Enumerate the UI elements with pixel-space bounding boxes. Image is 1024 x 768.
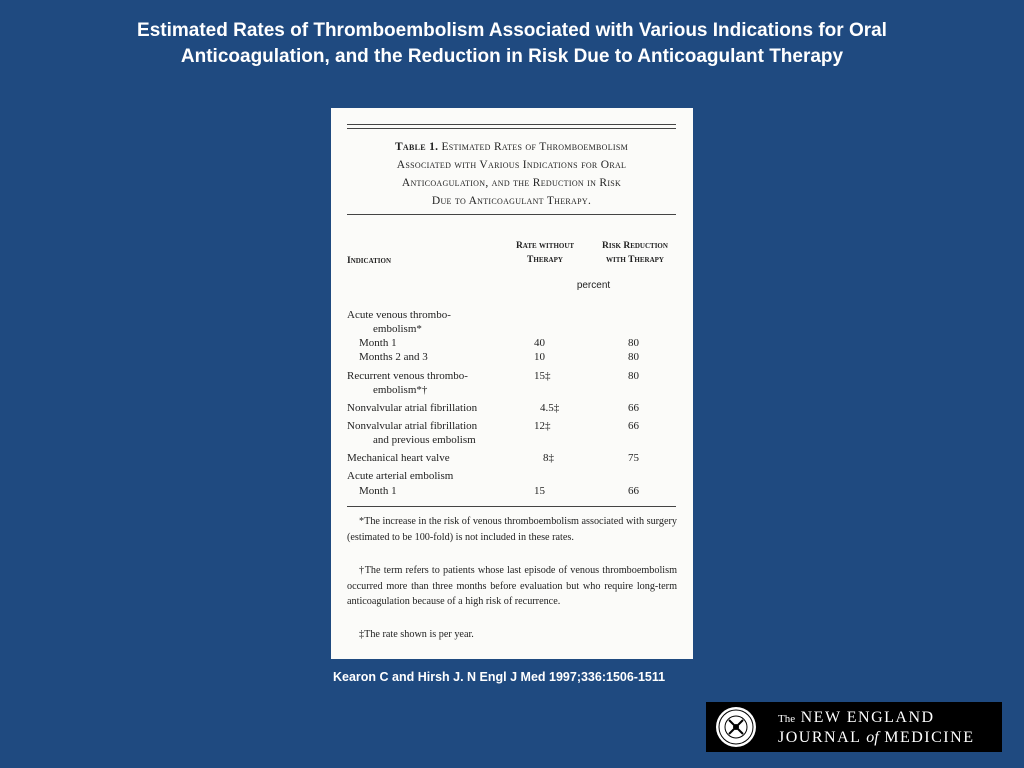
header-rate [503,239,587,267]
footnote-1: *The increase in the risk of venous thromboembolism associated with surgery (estimated to be 100-fold) is not included in these rates. [347,516,677,543]
header-risk-line1: Risk Reduction [602,241,668,251]
nejm-new-england: NEW ENGLAND [800,709,935,726]
units-label: percent [576,280,611,291]
nejm-of: of [866,729,879,746]
nejm-journal: JOURNAL [778,729,861,746]
caption-line4: Due to Anticoagulant Therapy. [431,195,592,207]
table-bottom-rule [347,506,676,507]
table-caption [347,138,676,210]
top-rule [347,124,676,125]
row-reduction: 66 [628,420,639,432]
row-indication: Acute venous thrombo- [347,309,451,321]
header-rate-line1: Rate without [515,241,575,251]
nejm-title-line2 [778,729,974,747]
caption-line3: Anticoagulation, and the Reduction in Risk [401,177,622,189]
row-indication: Month 1 [359,485,397,497]
nejm-the: The [778,713,796,725]
slide-title-line2: Anticoagulation, and the Reduction in Risk Due to Anticoagulant Therapy [180,46,844,67]
row-reduction: 80 [628,351,639,363]
row-indication: Mechanical heart valve [347,452,450,464]
top-rule-2 [347,128,676,129]
row-indication: Nonvalvular atrial fibrillation [347,402,478,414]
caption-line2: Associated with Various Indications for Oral [396,159,627,171]
row-rate: 10 [534,351,545,363]
row-reduction: 80 [628,337,639,349]
row-indication: Nonvalvular atrial fibrillation [347,420,478,432]
nejm-seal-icon [714,706,758,748]
row-rate: 40 [534,337,545,349]
row-rate: 15‡ [534,370,551,382]
header-rate-line2: Therapy [527,255,563,265]
row-reduction: 66 [628,485,639,497]
footnote-3: ‡The rate shown is per year. [359,629,474,640]
citation: Kearon C and Hirsh J. N Engl J Med 1997;336:1506-1511 [333,670,666,684]
row-indication-cont: and previous embolism [373,434,476,446]
header-indication: Indication [347,256,392,266]
row-rate: 15 [534,485,545,497]
row-indication-cont: embolism* [373,323,422,335]
footnote-2: †The term refers to patients whose last episode of venous thromboembolism occurred more than three months before evaluation but who require long-term anticoagulation because of a high risk of recurrence. [347,565,677,607]
header-risk [589,239,681,267]
row-reduction: 80 [628,370,639,382]
table-scan [331,108,693,659]
slide-title-line1: Estimated Rates of Thromboembolism Associated with Various Indications for Oral [137,20,887,41]
row-indication: Months 2 and 3 [359,351,428,363]
row-reduction: 75 [628,452,639,464]
nejm-title-line1 [778,709,935,727]
row-indication: Recurrent venous thrombo- [347,370,468,382]
nejm-medicine: MEDICINE [884,729,975,746]
row-reduction: 66 [628,402,639,414]
caption-line1: Estimated Rates of Thromboembolism [441,141,629,153]
row-rate: 4.5‡ [540,402,560,414]
row-rate: 12‡ [534,420,551,432]
row-indication: Month 1 [359,337,397,349]
caption-rule [347,214,676,215]
table-label: Table 1. [394,141,439,153]
header-risk-line2: with Therapy [606,255,664,265]
slide-title [40,18,984,70]
row-indication-cont: embolism*† [373,384,428,396]
row-rate: 8‡ [543,452,554,464]
nejm-logo [706,702,1002,752]
row-indication: Acute arterial embolism [347,470,454,482]
